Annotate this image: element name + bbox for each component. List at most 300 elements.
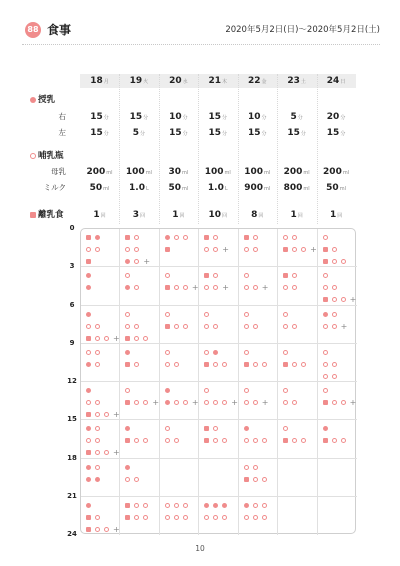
day-header-24[interactable] bbox=[317, 74, 356, 88]
hour-label-12: 12 bbox=[67, 377, 77, 385]
breastfeeding-left-value: 15 bbox=[169, 128, 182, 138]
bottle-ring-icon bbox=[143, 336, 148, 341]
bottle-ring-icon bbox=[95, 350, 100, 355]
hour-label-15: 15 bbox=[67, 415, 77, 424]
timeline-cell[interactable] bbox=[239, 420, 278, 458]
date-range: 2020年5月2日(日)〜2020年5月2日(土) bbox=[225, 25, 380, 35]
feeding-dot-icon bbox=[86, 273, 91, 278]
bottle-formula-unit: L bbox=[224, 186, 228, 192]
feeding-dot-icon bbox=[125, 426, 130, 431]
day-number-value: 19 bbox=[129, 76, 143, 86]
bottle-ring-icon bbox=[323, 388, 328, 393]
plus-icon: + bbox=[113, 410, 120, 419]
breastfeeding-label: 授乳 bbox=[38, 95, 56, 105]
bottle-ring-icon bbox=[213, 400, 218, 405]
bottle-formula-unit: ml bbox=[339, 186, 346, 192]
bottle-ring-icon bbox=[244, 400, 249, 405]
bottle-ring-icon bbox=[134, 324, 139, 329]
bottle-ring-icon bbox=[283, 388, 288, 393]
bottle-ring-icon bbox=[253, 362, 258, 367]
solids-square-icon bbox=[323, 247, 328, 252]
bottle-ring-icon bbox=[125, 273, 130, 278]
bottle-breastmilk-unit: ml bbox=[181, 170, 189, 176]
bottle-ring-icon bbox=[95, 438, 100, 443]
timeline-cell[interactable] bbox=[81, 459, 120, 497]
bottle-breastmilk-value: 200 bbox=[323, 167, 342, 177]
bottle-ring-icon bbox=[165, 438, 170, 443]
day-number-unit: 月 bbox=[103, 79, 109, 85]
day-number-unit: 日 bbox=[340, 79, 346, 85]
solids-square-icon bbox=[86, 336, 91, 341]
bottle-ring-icon bbox=[104, 450, 109, 455]
bottle-ring-icon bbox=[125, 324, 130, 329]
bottle-ring-icon bbox=[143, 503, 148, 508]
breastfeeding-left-value: 15 bbox=[287, 128, 300, 138]
bottle-ring-icon bbox=[222, 400, 227, 405]
bottle-ring-icon bbox=[341, 259, 346, 264]
bottle-ring-icon bbox=[244, 247, 249, 252]
breastfeeding-left-value: 15 bbox=[247, 128, 261, 138]
breastfeeding-right-value: 15 bbox=[129, 112, 143, 122]
timeline-cell[interactable] bbox=[160, 267, 199, 305]
breastfeeding-right-cell bbox=[277, 111, 316, 124]
solids-count-unit: 回 bbox=[100, 213, 106, 219]
day-number-unit: 火 bbox=[143, 79, 149, 85]
timeline-cell[interactable] bbox=[81, 306, 120, 344]
solids-square-icon bbox=[283, 362, 288, 367]
feeding-dot-icon bbox=[222, 503, 227, 508]
bottle-ring-icon bbox=[332, 312, 337, 317]
timeline-cell[interactable] bbox=[160, 382, 199, 420]
bottle-ring-icon bbox=[283, 324, 288, 329]
bottle-ring-icon bbox=[292, 247, 297, 252]
timeline-cell[interactable] bbox=[120, 306, 159, 344]
bottle-breastmilk-unit: ml bbox=[106, 170, 113, 176]
bottle-ring-icon bbox=[183, 503, 188, 508]
breastfeeding-right-value: 10 bbox=[247, 112, 261, 122]
solids-square-icon bbox=[204, 273, 209, 278]
day-number-unit: 金 bbox=[261, 79, 267, 85]
solids-count-value: 10 bbox=[208, 210, 222, 220]
bottle-ring-icon bbox=[95, 527, 100, 532]
timeline-cell[interactable] bbox=[278, 306, 317, 344]
timeline-cell[interactable] bbox=[318, 306, 357, 344]
breastfeeding-left-unit: 分 bbox=[300, 131, 306, 137]
solids-square-icon bbox=[204, 426, 209, 431]
solids-square-icon bbox=[283, 247, 288, 252]
column-divider bbox=[159, 74, 160, 224]
bottle-ring-icon bbox=[292, 400, 297, 405]
bottle-ring-icon bbox=[183, 400, 188, 405]
feeding-dot-icon bbox=[244, 503, 249, 508]
bottle-ring-icon bbox=[253, 503, 258, 508]
hour-label-21: 21 bbox=[67, 491, 77, 500]
bottle-ring-icon bbox=[86, 438, 91, 443]
solids-count-value: 1 bbox=[290, 210, 297, 220]
solids-square-icon bbox=[165, 324, 170, 329]
solids-square-icon bbox=[125, 235, 130, 240]
bottle-ring-icon bbox=[143, 515, 148, 520]
solids-count-cell bbox=[277, 209, 316, 222]
timeline-cell[interactable] bbox=[199, 229, 238, 267]
breastfeeding-right-unit: 分 bbox=[182, 115, 188, 121]
bottle-ring-icon bbox=[301, 438, 306, 443]
plus-icon: + bbox=[191, 398, 199, 407]
column-divider bbox=[238, 74, 239, 224]
breastfeeding-right-cell bbox=[119, 111, 158, 124]
timeline-cell[interactable] bbox=[239, 459, 278, 497]
bottle-ring-icon bbox=[213, 247, 218, 252]
bottle-ring-icon bbox=[292, 362, 297, 367]
bottle-breastmilk-unit: ml bbox=[145, 170, 152, 176]
breastfeeding-right-value: 5 bbox=[290, 112, 297, 122]
bottle-ring-icon bbox=[253, 515, 258, 520]
bottle-ring-icon bbox=[323, 235, 328, 240]
timeline-cell[interactable] bbox=[120, 267, 159, 305]
timeline-cell[interactable] bbox=[160, 497, 199, 535]
breastfeeding-left-unit: 分 bbox=[222, 131, 228, 137]
day-number-unit: 土 bbox=[300, 79, 306, 85]
timeline-cell[interactable] bbox=[199, 344, 238, 382]
timeline-cell[interactable] bbox=[160, 459, 199, 497]
bottle-breastmilk-cell bbox=[119, 166, 158, 179]
bottle-breastmilk-value: 30 bbox=[168, 167, 181, 177]
bottle-formula-unit: ml bbox=[303, 186, 310, 192]
solids-square-icon bbox=[244, 362, 249, 367]
timeline-cell[interactable] bbox=[199, 420, 238, 458]
day-header-23[interactable] bbox=[277, 74, 316, 88]
timeline-cell[interactable] bbox=[81, 382, 120, 420]
timeline-cell[interactable] bbox=[160, 306, 199, 344]
bottle-ring-icon bbox=[332, 324, 337, 329]
timeline-cell[interactable] bbox=[120, 459, 159, 497]
bottle-ring-icon bbox=[213, 235, 218, 240]
breastfeeding-left-cell bbox=[119, 127, 158, 140]
solids-square-icon bbox=[86, 259, 91, 264]
solids-square-icon bbox=[125, 503, 130, 508]
solids-square-icon bbox=[323, 400, 328, 405]
hour-label-9: 9 bbox=[69, 338, 75, 347]
bottle-ring-icon bbox=[332, 362, 337, 367]
formula-label: ミルク bbox=[43, 183, 66, 192]
bottle-ring-icon bbox=[323, 350, 328, 355]
solids-count-unit: 回 bbox=[297, 213, 303, 219]
bottle-ring-icon bbox=[104, 527, 109, 532]
column-divider bbox=[119, 74, 120, 224]
breastfeeding-left-unit: 分 bbox=[103, 131, 109, 137]
bottle-ring-icon bbox=[134, 503, 139, 508]
bottle-bullet-icon bbox=[30, 153, 36, 159]
solids-square-icon bbox=[86, 235, 91, 240]
bottle-breastmilk-unit: ml bbox=[342, 170, 350, 176]
breastfeeding-left-unit: 分 bbox=[261, 131, 267, 137]
bottle-ring-icon bbox=[125, 477, 130, 482]
timeline-cell[interactable] bbox=[239, 497, 278, 535]
bottle-formula-cell bbox=[277, 182, 316, 195]
bottle-ring-icon bbox=[262, 477, 267, 482]
timeline-cell[interactable] bbox=[160, 344, 199, 382]
timeline-cell[interactable] bbox=[318, 497, 357, 535]
plus-icon: + bbox=[261, 398, 269, 407]
timeline-cell[interactable] bbox=[278, 459, 317, 497]
bottle-ring-icon bbox=[213, 324, 218, 329]
timeline-cell[interactable] bbox=[81, 420, 120, 458]
bottle-ring-icon bbox=[332, 438, 337, 443]
timeline-cell[interactable] bbox=[318, 229, 357, 267]
solids-count-value: 1 bbox=[329, 210, 337, 220]
bottle-ring-icon bbox=[95, 515, 100, 520]
bottle-ring-icon bbox=[283, 312, 288, 317]
timeline-cell[interactable] bbox=[160, 229, 199, 267]
bottle-ring-icon bbox=[262, 362, 267, 367]
timeline-cell[interactable] bbox=[318, 459, 357, 497]
breastfeeding-left-value: 15 bbox=[208, 128, 222, 138]
day-header-20[interactable] bbox=[159, 74, 198, 88]
bottle-ring-icon bbox=[165, 503, 170, 508]
bottle-ring-icon bbox=[95, 465, 100, 470]
hour-label-6: 6 bbox=[69, 300, 75, 309]
timeline-cell[interactable] bbox=[81, 344, 120, 382]
timeline-cell[interactable] bbox=[199, 497, 238, 535]
solids-count-value: 1 bbox=[93, 210, 100, 220]
bottle-ring-icon bbox=[86, 324, 91, 329]
breastfeeding-left-cell bbox=[198, 127, 237, 140]
day-number-unit: 木 bbox=[222, 79, 228, 85]
timeline-cell[interactable] bbox=[239, 344, 278, 382]
plus-icon: + bbox=[231, 398, 238, 407]
bottle-ring-icon bbox=[134, 259, 139, 264]
solids-square-icon bbox=[125, 362, 130, 367]
bottle-ring-icon bbox=[244, 350, 249, 355]
bottle-ring-icon bbox=[134, 477, 139, 482]
bottle-ring-icon bbox=[323, 285, 328, 290]
timeline-cell[interactable] bbox=[278, 497, 317, 535]
bottle-ring-icon bbox=[183, 285, 188, 290]
bottle-formula-value: 1.0 bbox=[207, 183, 224, 193]
timeline-cell[interactable] bbox=[318, 344, 357, 382]
timeline-cell[interactable] bbox=[199, 306, 238, 344]
bottle-ring-icon bbox=[253, 438, 258, 443]
timeline-cell[interactable] bbox=[318, 267, 357, 305]
breastmilk-label: 母乳 bbox=[51, 167, 66, 176]
timeline-cell[interactable] bbox=[120, 420, 159, 458]
bottle-ring-icon bbox=[332, 374, 337, 379]
timeline-cell[interactable] bbox=[278, 420, 317, 458]
bottle-ring-icon bbox=[174, 324, 179, 329]
timeline-cell[interactable] bbox=[120, 344, 159, 382]
timeline-cell[interactable] bbox=[239, 267, 278, 305]
bottle-ring-icon bbox=[134, 438, 139, 443]
plus-icon: + bbox=[222, 245, 229, 254]
hour-label-3: 3 bbox=[69, 262, 75, 271]
feeding-dot-icon bbox=[213, 503, 218, 508]
bottle-breastmilk-cell bbox=[198, 166, 237, 179]
bottle-ring-icon bbox=[134, 336, 139, 341]
solids-square-icon bbox=[86, 412, 91, 417]
timeline-cell[interactable] bbox=[239, 382, 278, 420]
timeline-cell[interactable] bbox=[278, 267, 317, 305]
solids-square-icon bbox=[165, 285, 170, 290]
timeline-cell[interactable] bbox=[318, 420, 357, 458]
bottle-ring-icon bbox=[244, 324, 249, 329]
day-number-value: 20 bbox=[169, 76, 182, 86]
breastfeeding-left-value: 5 bbox=[132, 128, 140, 138]
breastfeeding-left-cell bbox=[80, 127, 119, 140]
breastfeeding-left-unit: 分 bbox=[140, 131, 146, 137]
bottle-ring-icon bbox=[253, 235, 258, 240]
bottle-ring-icon bbox=[134, 362, 139, 367]
bottle-ring-icon bbox=[253, 477, 258, 482]
bottle-ring-icon bbox=[222, 515, 227, 520]
timeline-cell[interactable] bbox=[318, 382, 357, 420]
timeline-cell[interactable] bbox=[160, 420, 199, 458]
timeline-cell[interactable] bbox=[239, 306, 278, 344]
bottle-formula-value: 1.0 bbox=[129, 183, 145, 193]
bottle-ring-icon bbox=[95, 412, 100, 417]
bottle-ring-icon bbox=[134, 247, 139, 252]
bottle-ring-icon bbox=[95, 450, 100, 455]
solids-square-icon bbox=[125, 515, 130, 520]
plus-icon: + bbox=[349, 398, 357, 407]
bottle-ring-icon bbox=[332, 247, 337, 252]
bottle-ring-icon bbox=[253, 465, 258, 470]
bottle-breastmilk-cell bbox=[317, 166, 356, 179]
bottle-formula-cell bbox=[119, 182, 158, 195]
breastfeeding-right-cell bbox=[159, 111, 198, 124]
timeline-cell[interactable] bbox=[120, 382, 159, 420]
bottle-formula-unit: ml bbox=[103, 186, 110, 192]
solids-bullet-icon bbox=[30, 212, 36, 218]
app-icon: 88 bbox=[25, 22, 41, 38]
day-number-value: 21 bbox=[208, 76, 222, 86]
timeline-cell[interactable] bbox=[278, 382, 317, 420]
bottle-ring-icon bbox=[283, 235, 288, 240]
timeline-cell[interactable] bbox=[199, 267, 238, 305]
bottle-breastmilk-value: 100 bbox=[244, 167, 263, 177]
breastfeeding-right-cell bbox=[80, 111, 119, 124]
solids-count-unit: 回 bbox=[258, 213, 264, 219]
page-number: 10 bbox=[195, 544, 205, 553]
breastfeeding-right-value: 10 bbox=[169, 112, 182, 122]
solids-square-icon bbox=[86, 527, 91, 532]
timeline-cell[interactable] bbox=[199, 459, 238, 497]
feeding-dot-icon bbox=[86, 503, 91, 508]
day-header-22[interactable] bbox=[238, 74, 277, 88]
breastfeeding-right-value: 20 bbox=[326, 112, 340, 122]
feeding-dot-icon bbox=[86, 426, 91, 431]
feeding-dot-icon bbox=[86, 362, 91, 367]
bottle-ring-icon bbox=[183, 324, 188, 329]
timeline-cell[interactable] bbox=[120, 229, 159, 267]
hour-label-18: 18 bbox=[67, 453, 77, 462]
solids-square-icon bbox=[244, 477, 249, 482]
bottle-ring-icon bbox=[174, 515, 179, 520]
bottle-formula-unit: ml bbox=[263, 186, 271, 192]
bottle-ring-icon bbox=[341, 400, 346, 405]
day-number-value: 18 bbox=[90, 76, 103, 86]
bottle-formula-value: 800 bbox=[283, 183, 303, 193]
plus-icon: + bbox=[310, 245, 317, 254]
bottle-ring-icon bbox=[204, 247, 209, 252]
bottle-ring-icon bbox=[213, 285, 218, 290]
column-divider bbox=[198, 74, 199, 224]
timeline-cell[interactable] bbox=[81, 229, 120, 267]
bottle-ring-icon bbox=[95, 247, 100, 252]
timeline-cell[interactable] bbox=[278, 344, 317, 382]
bottle-breastmilk-cell bbox=[277, 166, 316, 179]
feeding-dot-icon bbox=[86, 312, 91, 317]
bottle-ring-icon bbox=[125, 312, 130, 317]
bottle-ring-icon bbox=[204, 400, 209, 405]
breastfeeding-left-value: 15 bbox=[326, 128, 340, 138]
plus-icon: + bbox=[113, 524, 120, 534]
bottle-breastmilk-value: 100 bbox=[204, 167, 224, 177]
bottle-breastmilk-value: 200 bbox=[86, 167, 106, 177]
bottle-ring-icon bbox=[86, 400, 91, 405]
bottle-ring-icon bbox=[204, 285, 209, 290]
solids-count-unit: 回 bbox=[222, 213, 228, 219]
breastfeeding-right-cell bbox=[238, 111, 277, 124]
timeline-cell[interactable] bbox=[81, 267, 120, 305]
feeding-dot-icon bbox=[323, 312, 328, 317]
bottle-ring-icon bbox=[183, 515, 188, 520]
day-header-21[interactable] bbox=[198, 74, 237, 88]
timeline-cell[interactable] bbox=[239, 229, 278, 267]
breastfeeding-bullet-icon bbox=[30, 97, 36, 103]
solids-count-unit: 回 bbox=[179, 213, 185, 219]
plus-icon: + bbox=[340, 321, 348, 331]
timeline-cell[interactable] bbox=[278, 229, 317, 267]
header-divider bbox=[22, 44, 380, 45]
day-header-19[interactable] bbox=[119, 74, 158, 88]
timeline-cell[interactable] bbox=[199, 382, 238, 420]
bottle-ring-icon bbox=[262, 438, 267, 443]
bottle-ring-icon bbox=[292, 273, 297, 278]
bottle-ring-icon bbox=[204, 324, 209, 329]
bottle-ring-icon bbox=[95, 400, 100, 405]
hour-label-24: 24 bbox=[67, 530, 77, 538]
solids-square-icon bbox=[244, 235, 249, 240]
plus-icon: + bbox=[222, 283, 229, 293]
bottle-ring-icon bbox=[174, 400, 179, 405]
bottle-ring-icon bbox=[323, 273, 328, 278]
bottle-ring-icon bbox=[183, 235, 188, 240]
bottle-ring-icon bbox=[104, 336, 109, 341]
breastfeeding-right-unit: 分 bbox=[261, 115, 267, 121]
bottle-ring-icon bbox=[165, 350, 170, 355]
bottle-ring-icon bbox=[262, 503, 267, 508]
bottle-ring-icon bbox=[283, 350, 288, 355]
bottle-ring-icon bbox=[204, 312, 209, 317]
timeline-cell[interactable] bbox=[81, 497, 120, 535]
hour-label-0: 0 bbox=[69, 224, 75, 232]
bottle-formula-value: 50 bbox=[326, 183, 339, 193]
solids-label: 離乳食 bbox=[38, 210, 64, 220]
breastfeeding-left-cell bbox=[238, 127, 277, 140]
solids-square-icon bbox=[323, 297, 328, 302]
bottle-ring-icon bbox=[165, 312, 170, 317]
day-number-value: 22 bbox=[247, 76, 261, 86]
day-header-18[interactable] bbox=[80, 74, 119, 88]
timeline-cell[interactable] bbox=[120, 497, 159, 535]
solids-square-icon bbox=[283, 273, 288, 278]
bottle-formula-cell bbox=[198, 182, 237, 195]
bottle-ring-icon bbox=[253, 400, 258, 405]
solids-square-icon bbox=[125, 336, 130, 341]
bottle-ring-icon bbox=[213, 438, 218, 443]
bottle-breastmilk-unit: ml bbox=[263, 170, 271, 176]
bottle-formula-value: 50 bbox=[168, 183, 181, 193]
